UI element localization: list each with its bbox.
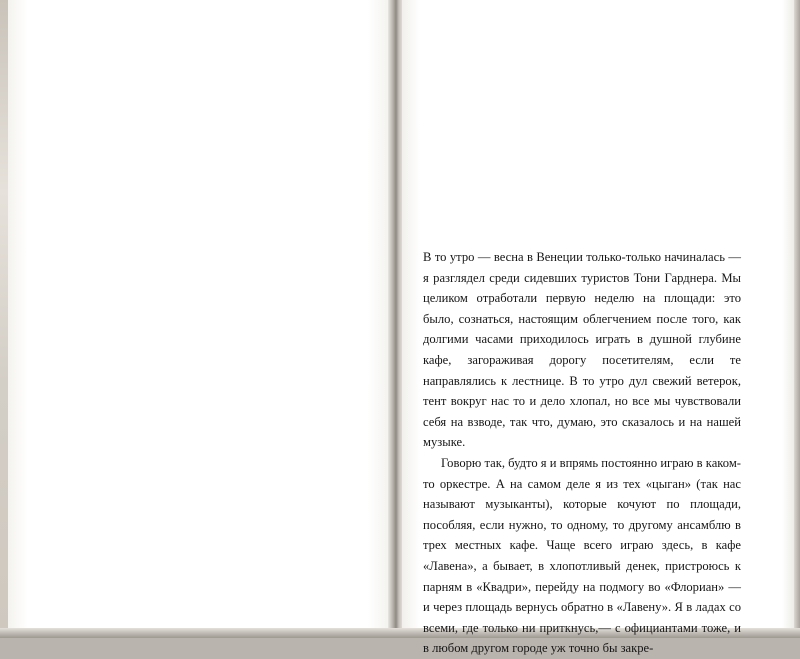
right-book-edge bbox=[794, 0, 800, 638]
right-page-text bbox=[423, 247, 741, 659]
left-page-blank bbox=[8, 0, 390, 628]
paragraph-1: В то утро — весна в Венеции только-только начиналась — я разглядел среди сидевших туристов Тони Гарднера. Мы целиком отработали первую неделю на площади: это было, сознаться, настоящим облегчением после того, как долгими часами приходилось играть в душной глубине кафе, загораживая дорогу посетителям, если те направлялись к лестнице. В то утро дул свежий ветерок, тент вокруг нас то и дело хлопал, но все мы чувствовали себя на взводе, так что, думаю, это сказалось и на нашей музыке. bbox=[423, 250, 741, 450]
paragraph-2: Говорю так, будто я и впрямь постоянно играю в каком-то оркестре. А на самом деле я из тех «цыган» (так нас называют музыканты), которые кочуют по площади, пособляя, если нужно, то одному, то другому ансамблю в трех местных кафе. Чаще всего играю здесь, в кафе «Лавена», а бывает, в хлопотливый денек, пристроюсь к парням в «Квадри», перейду на подмогу во «Флориан» — и через площадь вернусь обратно в «Лавену». Я в ладах со всеми, где только ни приткнусь,— с официантами тоже, и в любом другом городе уж точно бы закре- bbox=[423, 455, 741, 656]
